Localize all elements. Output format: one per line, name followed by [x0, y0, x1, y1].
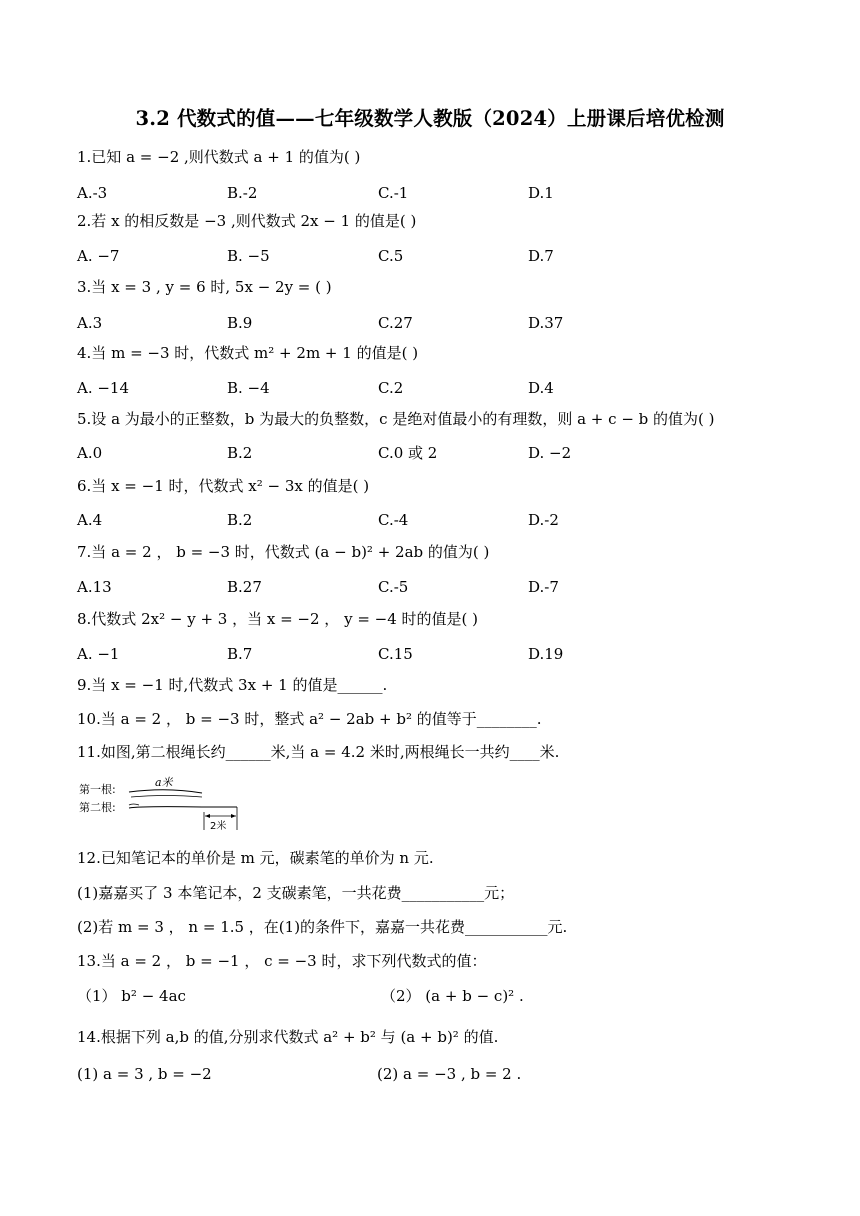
option-c: C.0 或 2 [378, 444, 438, 462]
question-5-options [77, 443, 777, 463]
second-rope-curl [129, 804, 139, 805]
question-8-options [77, 644, 777, 664]
option-a: A. −7 [77, 247, 120, 265]
second-rope [129, 807, 237, 808]
option-a: A. −1 [77, 645, 120, 663]
option-a: A.4 [77, 511, 103, 529]
option-d: D.7 [528, 247, 554, 265]
option-a: A. −14 [77, 379, 130, 397]
option-d: D.19 [528, 645, 564, 663]
question-11-stem: 11.如图,第二根绳长约______米,当 a = 4.2 米时,两根绳长一共约____米. [77, 743, 560, 761]
option-c: C.27 [378, 314, 413, 332]
question-12-part-2: (2)若 m = 3 ， n = 1.5 ，在(1)的条件下，嘉嘉一共花费___________元. [77, 918, 568, 936]
question-12-part-1: (1)嘉嘉买了 3 本笔记本，2 支碳素笔，一共花费___________元； [77, 884, 515, 902]
question-1-options [77, 183, 777, 203]
first-rope [129, 790, 202, 793]
question-6-stem: 6.当 x = −1 时，代数式 x² − 3x 的值是( ) [77, 477, 370, 495]
question-13-stem: 13.当 a = 2 ， b = −1 ， c = −3 时，求下列代数式的值： [77, 952, 487, 970]
question-8-stem: 8.代数式 2x² − y + 3 ，当 x = −2 ， y = −4 时的值是( ) [77, 610, 479, 628]
question-1-stem: 1.已知 a = −2 ,则代数式 a + 1 的值为( ) [77, 148, 361, 166]
option-d: D.37 [528, 314, 564, 332]
arrow-right-head [231, 814, 236, 818]
figure-extra-label: 2米 [210, 821, 227, 832]
question-10-stem: 10.当 a = 2 ， b = −3 时，整式 a² − 2ab + b² 的值等于________. [77, 710, 542, 728]
option-d: D.4 [528, 379, 554, 397]
page-title: 3.2 代数式的值——七年级数学人教版（2024）上册课后培优检测 [135, 107, 725, 130]
question-13-part-2: （2） (a + b − c)² . [381, 987, 524, 1005]
rope-figure [77, 772, 242, 832]
figure-label-first: 第一根: [79, 783, 116, 796]
question-7-stem: 7.当 a = 2 ， b = −3 时，代数式 (a − b)² + 2ab 的值为( ) [77, 543, 490, 561]
option-b: B. −4 [227, 379, 270, 397]
option-c: C.15 [378, 645, 413, 663]
option-d: D.-7 [528, 578, 559, 596]
figure-rope-label: a米 [155, 776, 173, 789]
question-3-options [77, 313, 777, 333]
option-c: C.-5 [378, 578, 409, 596]
question-13-part-1: （1） b² − 4ac [77, 987, 186, 1005]
question-14-stem: 14.根据下列 a,b 的值,分别求代数式 a² + b² 与 (a + b)² 的值. [77, 1028, 499, 1046]
option-d: D. −2 [528, 444, 572, 462]
option-b: B.2 [227, 511, 253, 529]
option-b: B. −5 [227, 247, 270, 265]
option-b: B.9 [227, 314, 253, 332]
option-a: A.-3 [77, 184, 108, 202]
option-d: D.1 [528, 184, 554, 202]
question-7-options [77, 577, 777, 597]
option-a: A.3 [77, 314, 103, 332]
option-b: B.27 [227, 578, 262, 596]
option-d: D.-2 [528, 511, 559, 529]
question-12-stem: 12.已知笔记本的单价是 m 元，碳素笔的单价为 n 元. [77, 849, 434, 867]
figure-label-second: 第二根: [79, 801, 116, 814]
option-c: C.-4 [378, 511, 409, 529]
question-4-stem: 4.当 m = −3 时，代数式 m² + 2m + 1 的值是( ) [77, 344, 419, 362]
first-rope-wave [131, 796, 202, 798]
option-c: C.-1 [378, 184, 409, 202]
question-14-part-1: (1) a = 3 , b = −2 [77, 1065, 212, 1083]
question-9-stem: 9.当 x = −1 时,代数式 3x + 1 的值是______. [77, 676, 388, 694]
option-b: B.2 [227, 444, 253, 462]
option-b: B.-2 [227, 184, 258, 202]
question-3-stem: 3.当 x = 3 , y = 6 时, 5x − 2y = ( ) [77, 278, 332, 296]
option-c: C.2 [378, 379, 404, 397]
option-a: A.13 [77, 578, 112, 596]
question-14-part-2: (2) a = −3 , b = 2 . [377, 1065, 522, 1083]
question-2-options [77, 246, 777, 266]
option-c: C.5 [378, 247, 404, 265]
option-a: A.0 [77, 444, 103, 462]
question-2-stem: 2.若 x 的相反数是 −3 ,则代数式 2x − 1 的值是( ) [77, 212, 417, 230]
option-b: B.7 [227, 645, 253, 663]
question-5-stem: 5.设 a 为最小的正整数，b 为最大的负整数，c 是绝对值最小的有理数，则 a + c − b 的值为( ) [77, 410, 715, 428]
question-6-options [77, 510, 777, 530]
arrow-left-head [205, 814, 210, 818]
question-4-options [77, 378, 777, 398]
